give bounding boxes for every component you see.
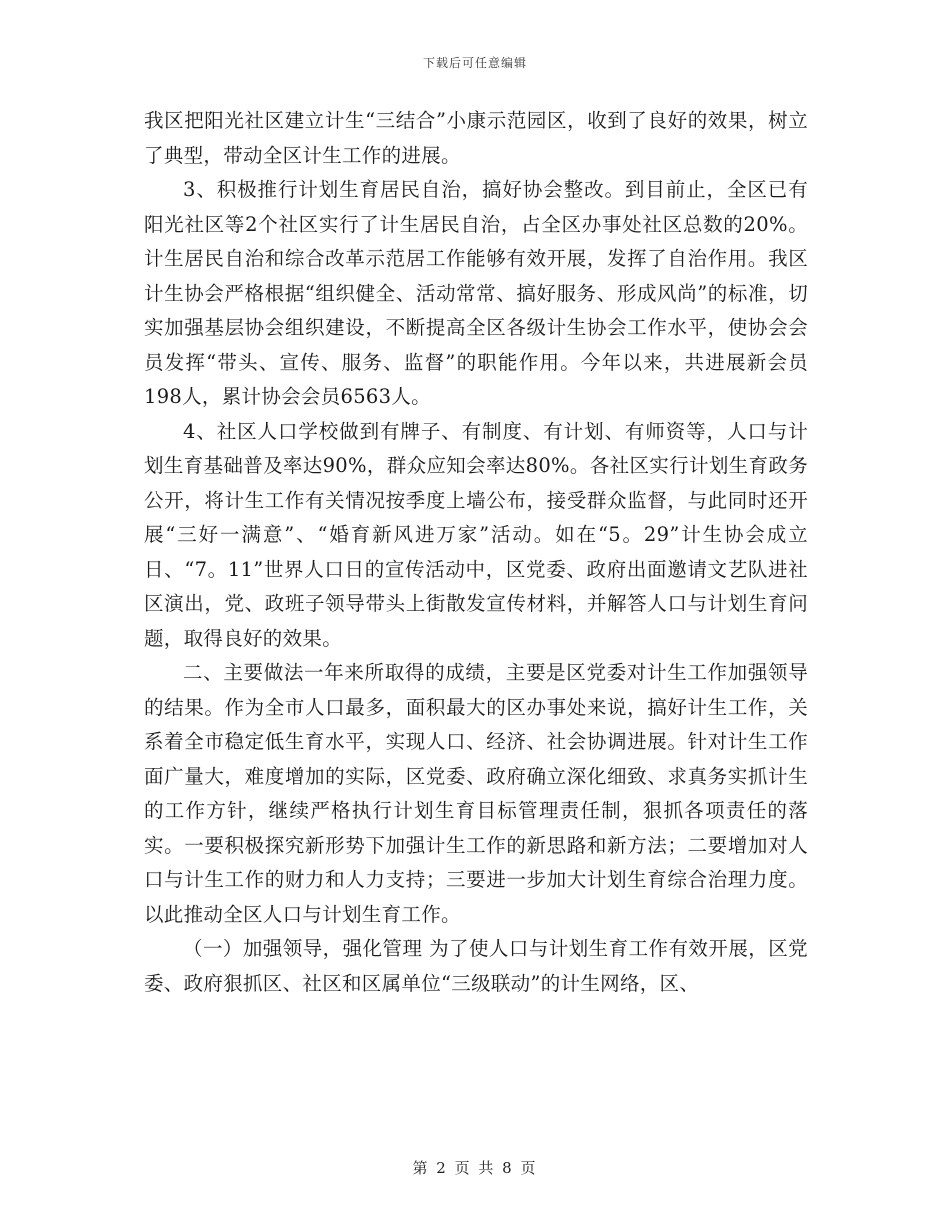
page-number-footer: 第 2 页 共 8 页 [412,1159,538,1177]
paragraph-subsection-1: （一）加强领导，强化管理 为了使人口与计划生育工作有效开展，区党委、政府狠抓区、社区和区属单位“三级联动”的计生网络，区、 [144,937,808,995]
paragraph-continuation: 我区把阳光社区建立计生“三结合”小康示范园区，收到了良好的效果，树立了典型，带动全区计生工作的进展。 [144,109,808,167]
paragraph-item-4: 4、社区人口学校做到有牌子、有制度、有计划、有师资等，人口与计划生育基础普及率达90%，群众应知会率达80%。各社区实行计划生育政务公开，将计生工作有关情况按季度上墙公布，接受群众监督，与此同时还开展“三好一满意”、“婚育新风进万家”活动。如在“5。29”计生协会成立日、“7。11”世界人口日的宣传活动中，区党委、政府出面邀请文艺队进社区演出，党、政班子领导带头上街散发宣传材料，并解答人口与计划生育问题，取得良好的效果。 [144,419,808,650]
document-body [144,104,808,1001]
paragraph-section-2: 二、主要做法一年来所取得的成绩，主要是区党委对计生工作加强领导的结果。作为全市人口最多，面积最大的区办事处来说，搞好计生工作，关系着全市稳定低生育水平，实现人口、经济、社会协调进展。针对计生工作面广量大，难度增加的实际，区党委、政府确立深化细致、求真务实抓计生的工作方针，继续严格执行计划生育目标管理责任制，狠抓各项责任的落实。一要积极探究新形势下加强计生工作的新思路和新方法；二要增加对人口与计生工作的财力和人力支持；三要进一步加大计划生育综合治理力度。以此推动全区人口与计划生育工作。 [144,661,808,926]
page-header-note: 下载后可任意编辑 [422,56,527,70]
paragraph-item-3: 3、积极推行计划生育居民自治，搞好协会整改。到目前止，全区已有阳光社区等2个社区实行了计生居民自治，占全区办事处社区总数的20%。计生居民自治和综合改革示范居工作能够有效开展，发挥了自治作用。我区计生协会严格根据“组织健全、活动常常、搞好服务、形成风尚”的标准，切实加强基层协会组织建设，不断提高全区各级计生协会工作水平，使协会会员发挥“带头、宣传、服务、监督”的职能作用。今年以来，共进展新会员198人，累计协会会员6563人。 [144,178,808,408]
